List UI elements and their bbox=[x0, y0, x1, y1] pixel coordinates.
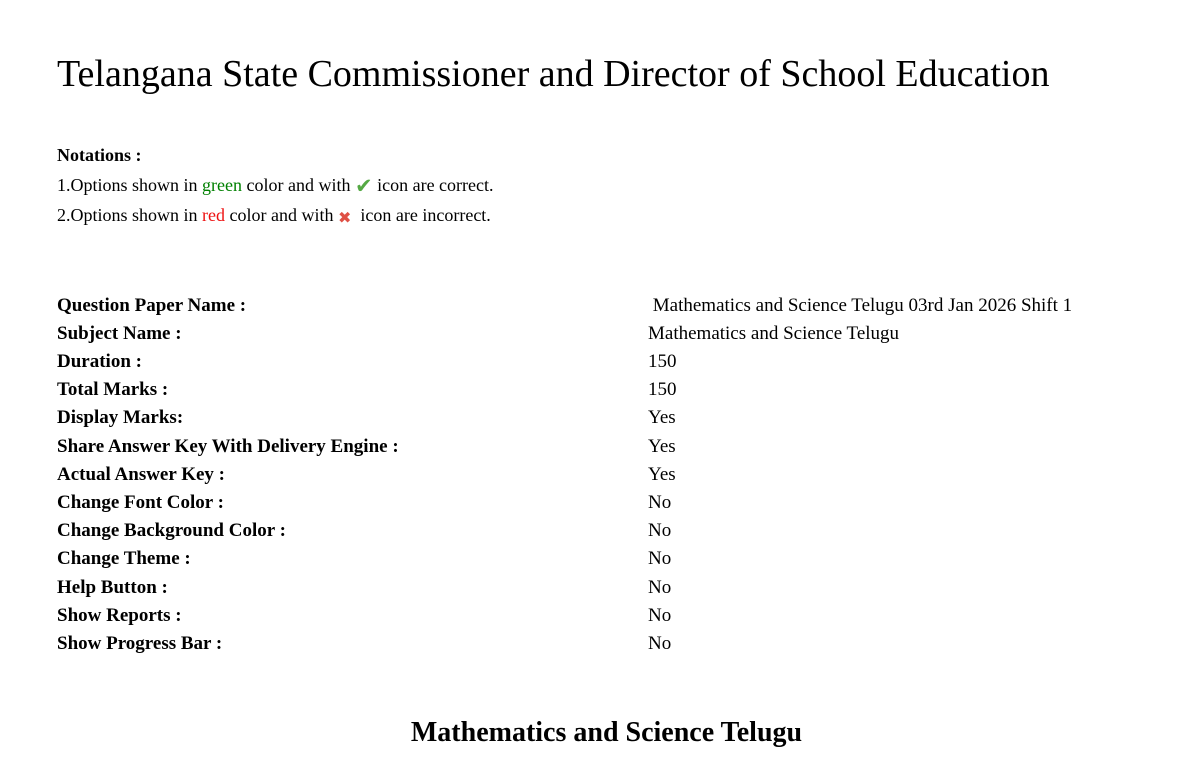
detail-value: Yes bbox=[648, 463, 676, 485]
detail-row-help-button bbox=[57, 574, 1156, 602]
detail-label: Change Background Color : bbox=[57, 520, 286, 542]
detail-value: Yes bbox=[648, 435, 676, 457]
detail-row-change-font-color bbox=[57, 489, 1156, 517]
detail-value: Mathematics and Science Telugu 03rd Jan 2026 Shift 1 bbox=[648, 294, 1073, 316]
detail-label: Share Answer Key With Delivery Engine : bbox=[57, 435, 399, 457]
detail-row-display-marks bbox=[57, 404, 1156, 432]
detail-value: 150 bbox=[648, 379, 677, 401]
detail-value: No bbox=[648, 492, 672, 514]
detail-label: Change Font Color : bbox=[57, 492, 224, 514]
detail-label: Duration : bbox=[57, 351, 142, 372]
notation-correct-suffix: icon are correct. bbox=[372, 174, 494, 195]
notation-incorrect-prefix: 2.Options shown in bbox=[57, 204, 203, 225]
section-title: Mathematics and Science Telugu bbox=[410, 717, 803, 749]
page-title: Telangana State Commissioner and Director of School Education bbox=[57, 53, 1050, 95]
notation-correct-middle: color and with bbox=[242, 174, 355, 195]
detail-label: Display Marks: bbox=[57, 407, 184, 429]
green-word: green bbox=[202, 174, 242, 195]
detail-label: Show Reports : bbox=[57, 604, 182, 626]
detail-row-share-answer-key bbox=[57, 433, 1156, 461]
detail-row-actual-answer-key bbox=[57, 461, 1156, 489]
detail-row-duration bbox=[57, 348, 1156, 376]
check-icon: ✔ bbox=[354, 173, 373, 198]
notations-heading: Notations : bbox=[57, 144, 142, 165]
detail-row-change-background-color bbox=[57, 517, 1156, 545]
detail-value: No bbox=[648, 548, 672, 570]
detail-label: Help Button : bbox=[57, 576, 168, 598]
detail-value: No bbox=[648, 576, 672, 598]
detail-label: Show Progress Bar : bbox=[57, 633, 223, 655]
detail-label: Change Theme : bbox=[57, 548, 191, 570]
detail-value: 150 bbox=[648, 351, 677, 372]
detail-row-change-theme bbox=[57, 545, 1156, 573]
detail-label: Actual Answer Key : bbox=[57, 463, 225, 485]
detail-value: Mathematics and Science Telugu bbox=[648, 322, 900, 344]
detail-value: Yes bbox=[648, 407, 676, 429]
red-word: red bbox=[202, 204, 225, 225]
detail-value: No bbox=[648, 604, 672, 626]
detail-row-show-reports bbox=[57, 602, 1156, 630]
notation-correct-prefix: 1.Options shown in bbox=[57, 174, 203, 195]
detail-row-total-marks bbox=[57, 376, 1156, 404]
detail-label: Question Paper Name : bbox=[57, 294, 247, 316]
cross-icon: ✖ bbox=[337, 207, 352, 227]
notation-incorrect-suffix: icon are incorrect. bbox=[351, 204, 491, 225]
notation-incorrect bbox=[57, 200, 1156, 230]
detail-row-show-progress-bar bbox=[57, 630, 1156, 658]
detail-row-subject-name bbox=[57, 320, 1156, 348]
notations-block bbox=[57, 140, 1156, 230]
detail-value: No bbox=[648, 520, 672, 542]
detail-row-question-paper-name bbox=[57, 292, 1156, 320]
detail-label: Total Marks : bbox=[57, 379, 169, 401]
detail-label: Subject Name : bbox=[57, 322, 182, 344]
paper-details-table bbox=[57, 292, 1156, 659]
notation-correct bbox=[57, 170, 1156, 200]
notation-incorrect-middle: color and with bbox=[225, 204, 338, 225]
detail-value: No bbox=[648, 633, 672, 655]
